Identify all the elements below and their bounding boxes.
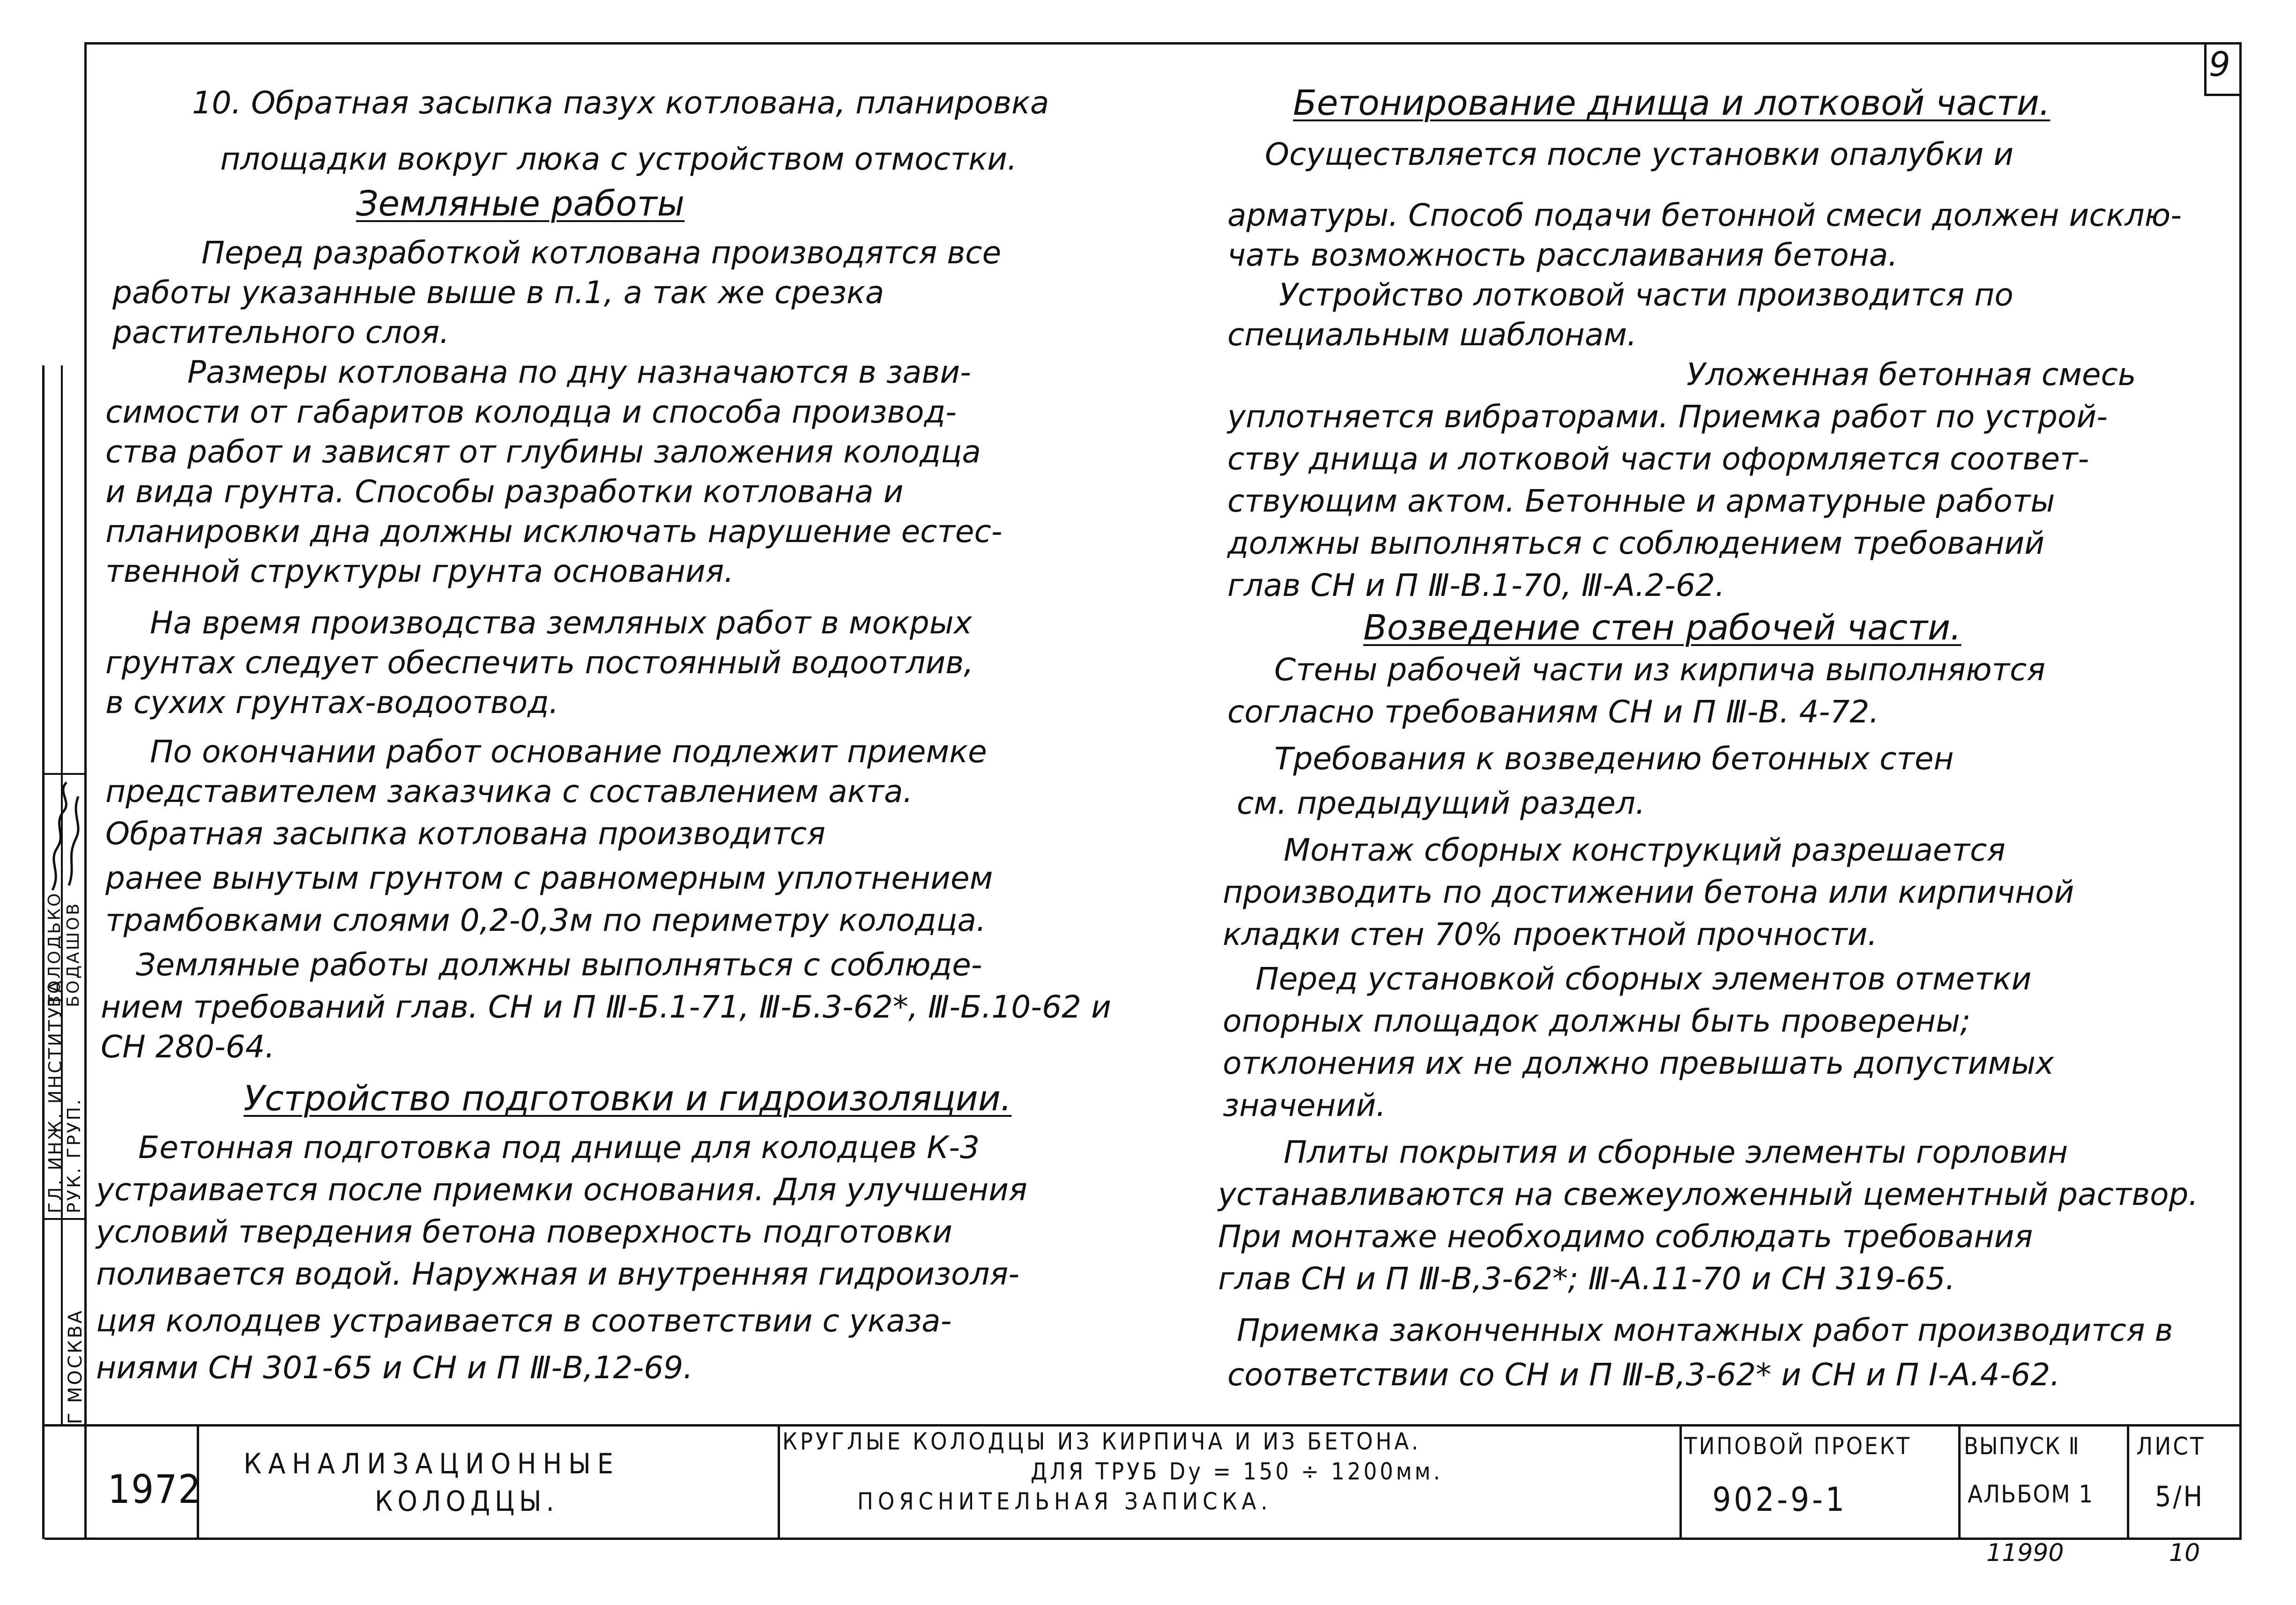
text-line: и вида грунта. Способы разработки котлована и bbox=[105, 474, 904, 510]
text-line: ствующим актом. Бетонные и арматурные работы bbox=[1227, 483, 2055, 519]
text-line: Уложенная бетонная смесь bbox=[1687, 357, 2136, 393]
text-line: арматуры. Способ подачи бетонной смеси должен исклю- bbox=[1227, 197, 2182, 233]
text-line: специальным шаблонам. bbox=[1227, 317, 1637, 353]
text-line: Стены рабочей части из кирпича выполняются bbox=[1274, 652, 2045, 688]
section-heading-walls: Возведение стен рабочей части. bbox=[1363, 608, 1962, 648]
section-heading-earthworks: Земляные работы bbox=[356, 184, 685, 224]
text-line: Бетонная подготовка под днище для колодцев К-3 bbox=[138, 1129, 980, 1166]
stamp-sheet-label: ЛИСТ bbox=[2136, 1433, 2206, 1461]
signature-icon bbox=[43, 778, 85, 895]
text-line: нием требований глав. СН и П Ⅲ-Б.1-71, Ⅲ-Б.3-62*, Ⅲ-Б.10-62 и bbox=[101, 989, 1111, 1025]
footer-code: 11990 bbox=[1986, 1539, 2064, 1567]
stamp-divider bbox=[2127, 1424, 2129, 1539]
text-line: опорных площадок должны быть проверены; bbox=[1223, 1003, 1971, 1039]
text-line: твенной структуры грунта основания. bbox=[105, 553, 734, 589]
text-line: Плиты покрытия и сборные элементы горловин bbox=[1284, 1134, 2068, 1170]
top-margin-line bbox=[84, 42, 2242, 45]
text-line: условий твердения бетона поверхность подготовки bbox=[96, 1214, 952, 1250]
stamp-desc-2: ДЛЯ ТРУБ Dу = 150 ÷ 1200мм. bbox=[1031, 1458, 1443, 1485]
sidebar-city: Г МОСКВА bbox=[65, 1308, 86, 1424]
stamp-album: АЛЬБОМ 1 bbox=[1968, 1480, 2094, 1508]
stamp-title-2: КОЛОДЦЫ. bbox=[375, 1485, 559, 1518]
text-line: уплотняется вибраторами. Приемка работ по устрой- bbox=[1227, 399, 2108, 435]
stamp-divider bbox=[778, 1424, 780, 1539]
text-line: ранее вынутым грунтом с равномерным уплотнением bbox=[105, 860, 993, 896]
stamp-desc-1: КРУГЛЫЕ КОЛОДЦЫ ИЗ КИРПИЧА И ИЗ БЕТОНА. bbox=[782, 1428, 1421, 1455]
text-line: планировки дна должны исключать нарушение естес- bbox=[105, 513, 1003, 550]
sidebar-divider bbox=[42, 365, 45, 1539]
sidebar-row-line bbox=[42, 773, 84, 775]
stamp-title-1: КАНАЛИЗАЦИОННЫЕ bbox=[244, 1448, 620, 1480]
text-line: работы указанные выше в п.1, а так же срезка bbox=[112, 275, 884, 311]
sidebar-group-label: РУК. ГРУП. bbox=[64, 1097, 84, 1213]
text-line: Требования к возведению бетонных стен bbox=[1274, 741, 1954, 777]
sidebar-surname-1: ВОЛОДЬКО bbox=[45, 891, 64, 1007]
stamp-top-line bbox=[45, 1424, 2242, 1427]
text-line: трамбовками слоями 0,2-0,3м по периметру колодца. bbox=[105, 902, 986, 938]
text-line: Перед установкой сборных элементов отметки bbox=[1256, 961, 2032, 997]
text-line: чать возможность расслаивания бетона. bbox=[1227, 237, 1898, 273]
sidebar-row-line bbox=[42, 1218, 84, 1220]
text-line: Осуществляется после установки опалубки и bbox=[1265, 136, 2014, 172]
text-line: глав СН и П Ⅲ-В.1-70, Ⅲ-А.2-62. bbox=[1227, 567, 1725, 603]
text-line: симости от габаритов колодца и способа производ- bbox=[105, 394, 957, 430]
text-line: Устройство лотковой части производится по bbox=[1279, 277, 2014, 313]
text-line: ция колодцев устраивается в соответствии с указа- bbox=[96, 1303, 952, 1339]
text-line: площадки вокруг люка с устройством отмостки. bbox=[220, 141, 1017, 177]
sidebar-surname-2: БОДАШОВ bbox=[64, 901, 83, 1007]
text-line: ниями СН 301-65 и СН и П Ⅲ-В,12-69. bbox=[96, 1350, 693, 1386]
text-line: соответствии со СН и П Ⅲ-В,3-62* и СН и П Ⅰ-А.4-62. bbox=[1227, 1357, 2060, 1393]
text-line: 10. Обратная засыпка пазух котлована, планировка bbox=[192, 85, 1049, 121]
text-line: При монтаже необходимо соблюдать требования bbox=[1218, 1219, 2033, 1255]
bottom-margin-line bbox=[45, 1538, 2242, 1540]
footer-page: 10 bbox=[2169, 1539, 2200, 1567]
text-line: Обратная засыпка котлована производится bbox=[105, 816, 825, 852]
text-line: поливается водой. Наружная и внутренняя гидроизоля- bbox=[96, 1256, 1020, 1292]
text-line: глав СН и П Ⅲ-В,3-62*; Ⅲ-А.11-70 и СН 319-65. bbox=[1218, 1261, 1955, 1297]
stamp-year: 1972 bbox=[108, 1466, 202, 1512]
text-line: должны выполняться с соблюдением требований bbox=[1227, 525, 2045, 561]
text-line: устанавливаются на свежеуложенный цементный раствор. bbox=[1218, 1176, 2199, 1212]
text-line: Перед разработкой котлована производятся все bbox=[201, 235, 1002, 271]
text-line: кладки стен 70% проектной прочности. bbox=[1223, 916, 1878, 952]
text-line: в сухих грунтах-водоотвод. bbox=[105, 684, 559, 721]
section-heading-concreting: Бетонирование днища и лотковой части. bbox=[1293, 83, 2051, 123]
right-margin-line bbox=[2239, 42, 2242, 1539]
text-line: Размеры котлована по дну назначаются в зави- bbox=[187, 354, 971, 390]
text-line: Приемка законченных монтажных работ производится в bbox=[1237, 1312, 2173, 1348]
text-line: грунтах следует обеспечить постоянный водоотлив, bbox=[105, 645, 974, 681]
section-heading-preparation: Устройство подготовки и гидроизоляции. bbox=[244, 1078, 1012, 1119]
text-line: представителем заказчика с составлением акта. bbox=[105, 773, 913, 810]
text-line: растительного слоя. bbox=[112, 314, 450, 350]
text-line: ству днища и лотковой части оформляется соответ- bbox=[1227, 441, 2089, 477]
text-line: устраивается после приемки основания. Для улучшения bbox=[96, 1172, 1027, 1208]
text-line: СН 280-64. bbox=[101, 1029, 275, 1065]
text-line: Земляные работы должны выполняться с соблюде- bbox=[136, 947, 982, 983]
sheet-number: 9 bbox=[2209, 45, 2230, 84]
text-line: см. предыдущий раздел. bbox=[1237, 785, 1645, 821]
text-line: отклонения их не должно превышать допустимых bbox=[1223, 1045, 2054, 1081]
text-line: ства работ и зависят от глубины заложения колодца bbox=[105, 434, 981, 470]
text-line: значений. bbox=[1223, 1087, 1386, 1123]
text-line: Монтаж сборных конструкций разрешается bbox=[1284, 832, 2006, 868]
sidebar-engineer-label: ГЛ. ИНЖ. ИНСТИТУТА bbox=[45, 979, 66, 1213]
stamp-desc-3: ПОЯСНИТЕЛЬНАЯ ЗАПИСКА. bbox=[857, 1488, 1272, 1515]
stamp-sheet-value: 5/Н bbox=[2155, 1480, 2205, 1513]
text-line: согласно требованиям СН и П Ⅲ-В. 4-72. bbox=[1227, 694, 1880, 730]
stamp-project-label: ТИПОВОЙ ПРОЕКТ bbox=[1684, 1433, 1911, 1460]
stamp-divider bbox=[1679, 1424, 1682, 1539]
stamp-project-number: 902-9-1 bbox=[1712, 1480, 1847, 1519]
text-line: По окончании работ основание подлежит приемке bbox=[150, 734, 987, 770]
text-line: производить по достижении бетона или кирпичной bbox=[1223, 874, 2074, 910]
stamp-issue-label: ВЫПУСК Ⅱ bbox=[1964, 1433, 2080, 1460]
stamp-divider bbox=[1958, 1424, 1961, 1539]
text-line: На время производства земляных работ в мокрых bbox=[150, 605, 972, 641]
